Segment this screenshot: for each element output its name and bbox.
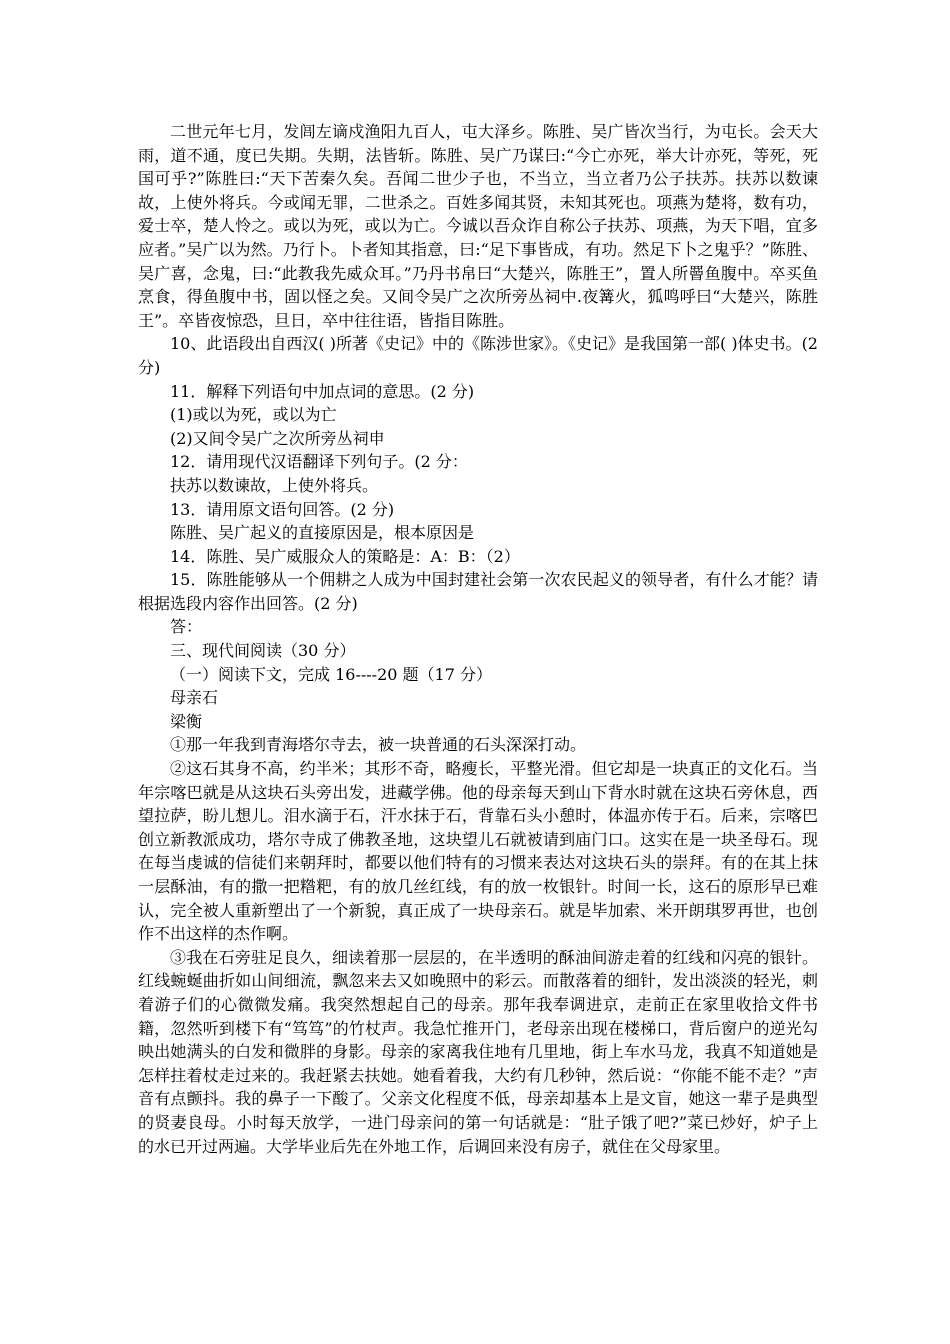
question-11-item-1: (1)或以为死，或以为亡 (170, 405, 337, 425)
question-13-text: 陈胜、吴广起义的直接原因是，根本原因是 (170, 523, 475, 543)
essay-paragraph-2: ②这石其身不高，约半米；其形不奇，略瘦长，平整光滑。但它却是一块真正的文化石。当年宗喀巴就是从这块石头旁出发，进藏学佛。他的母亲每天到山下背水时就在这块石旁休息，西望拉萨，盼儿想儿。泪水滴于石，汗水抹于石，背靠石头小憩时，体温亦传于石。后来，宗喀巴创立新教派成功，塔尔寺成了佛教圣地，这块望儿石就被请到庙门口。这实在是一块圣母石。现在每当虔诚的信徒们来朝拜时，都要以他们特有的习惯来表达对这块石头的崇拜。有的在其上抹一层酥油，有的撒一把糌粑，有的放几丝红线，有的放一枚银针。时间一长，这石的原形早已难认，完全被人重新塑出了一个新貌，真正成了一块母亲石。就是毕加索、米开朗琪罗再世，也创作不出这样的杰作啊。 (138, 759, 818, 944)
subsection-heading: （一）阅读下文，完成 16----20 题（17 分） (170, 664, 492, 684)
essay-title: 母亲石 (170, 688, 219, 708)
question-15: 15．陈胜能够从一个佣耕之人成为中国封建社会第一次农民起义的领导者，有什么才能？请根据选段内容作出回答。(2 分) (138, 570, 818, 613)
question-11: 11．解释下列语句中加点词的意思。(2 分) (170, 381, 475, 401)
section-heading: 三、现代间阅读（30 分） (170, 641, 356, 661)
question-10: 10、此语段出自西汉( )所著《史记》中的《陈涉世家》。《史记》是我国第一部( )体史书。(2分) (138, 334, 818, 377)
answer-label: 答： (170, 617, 203, 637)
question-13: 13．请用原文语句回答。(2 分) (170, 499, 395, 519)
essay-author: 梁衡 (170, 711, 203, 731)
document-page (138, 120, 818, 1158)
essay-paragraph-3: ③我在石旁驻足良久，细读着那一层层的，在半透明的酥油间游走着的红线和闪亮的银针。红线蜿蜒曲折如山间细流，飘忽来去又如晚照中的彩云。而散落着的细针，发出淡淡的轻光，刺着游子们的心微微发痛。我突然想起自己的母亲。那年我奉调进京，走前正在家里收拾文件书籍，忽然听到楼下有“笃笃”的竹杖声。我急忙推开门，老母亲出现在楼梯口，背后窗户的逆光勾映出她满头的白发和微胖的身影。母亲的家离我住地有几里地，街上车水马龙，我真不知道她是怎样拄着杖走过来的。我赶紧去扶她。她看着我，大约有几秒钟，然后说：“你能不能不走？”声音有点颤抖。我的鼻子一下酸了。父亲文化程度不低，母亲却基本上是文盲，她这一辈子是典型的贤妻良母。小时每天放学，一进门母亲问的第一句话就是：“肚子饿了吧?”菜已炒好，炉子上的水已开过两遍。大学毕业后先在外地工作，后调回来没有房子，就住在父母家里。 (138, 947, 818, 1156)
essay-paragraph-1: ①那一年我到青海塔尔寺去，被一块普通的石头深深打动。 (170, 735, 587, 755)
question-14: 14．陈胜、吴广威服众人的策略是：A：B：（2） (170, 546, 520, 566)
question-11-item-2: (2)又间令吴广之次所旁丛祠申 (170, 428, 385, 448)
question-12-sentence: 扶苏以数谏故，上使外将兵。 (170, 475, 379, 495)
classical-passage: 二世元年七月，发闾左谪戍渔阳九百人，屯大泽乡。陈胜、吴广皆次当行，为屯长。会天大雨，道不通，度已失期。失期，法皆斩。陈胜、吴广乃谋曰:“今亡亦死，举大计亦死，等死，死国可乎?”陈胜曰:“天下苦秦久矣。吾闻二世少子也，不当立，当立者乃公子扶苏。扶苏以数谏故，上使外将兵。今或闻无罪，二世杀之。百姓多闻其贤，未知其死也。项燕为楚将，数有功，爱士卒，楚人怜之。或以为死，或以为亡。今诚以吾众诈自称公子扶苏、项燕，为天下唱，宜多应者。”吴广以为然。乃行卜。卜者知其指意，曰:“足下事皆成，有功。然足下卜之鬼乎？”陈胜、吴广喜，念鬼，曰:“此教我先威众耳。”乃丹书帛曰“大楚兴，陈胜王”，置人所罾鱼腹中。卒买鱼烹食，得鱼腹中书，固以怪之矣。又间令吴广之次所旁丛祠中.夜篝火，狐鸣呼曰“大楚兴，陈胜王”。卒皆夜惊恐，旦日，卒中往往语，皆指目陈胜。 (138, 122, 818, 330)
question-12: 12．请用现代汉语翻译下列句子。(2 分： (170, 452, 468, 472)
